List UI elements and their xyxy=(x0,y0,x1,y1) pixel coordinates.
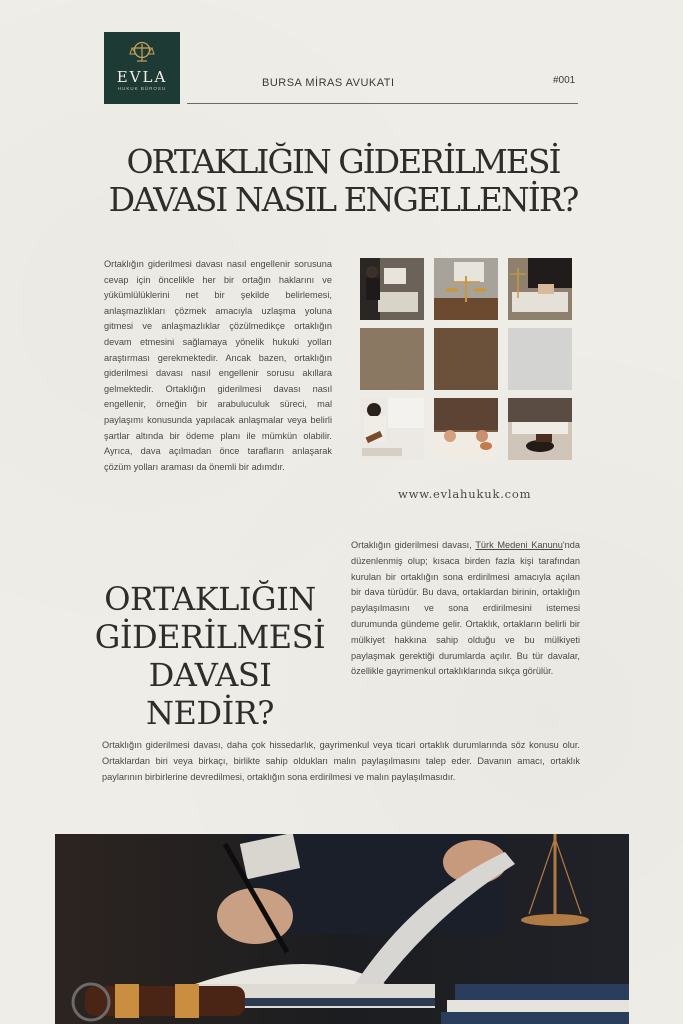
color-swatch-3 xyxy=(508,328,572,390)
gavel-book-photo xyxy=(508,398,572,460)
signing-documents-photo xyxy=(508,258,572,320)
section-paragraph xyxy=(351,538,580,680)
brand-logo[interactable] xyxy=(104,32,180,104)
color-swatch-2 xyxy=(434,328,498,390)
section-title-line2: GİDERİLMESİ xyxy=(94,618,326,656)
page-title-line2: DAVASI NASIL ENGELLENİR? xyxy=(108,180,578,219)
website-link[interactable]: www.evlahukuk.com xyxy=(398,487,532,501)
section-title-line1: ORTAKLIĞIN xyxy=(104,580,316,618)
gavel-woman-photo xyxy=(360,398,424,460)
color-swatch-1 xyxy=(360,328,424,390)
scales-of-justice-icon xyxy=(127,41,157,67)
meeting-hands-photo xyxy=(434,398,498,460)
header-center-text: BURSA MİRAS AVUKATI xyxy=(262,77,395,89)
section-paragraph-rest: 'nda düzenlenmiş olup; kısaca birden fazla kişi tarafından kurulan bir ortaklığın sona erdirilmesi amacıyla açılan bir dava türüdür. Bu dava, ortaklardan birinin, ortaklığın paylaşılmasını ve sona erdirilmesini istemesi durumunda gündeme gelir. Ortaklık, ortakların belirli bir mülkiyet hakkına sahip olduğu ve bu mülkiyeti paylaşmak gerektiği durumlarda açılır. Bu tür davalar, özellikle gayrimenkul ortaklıklarında sıkça görülür. xyxy=(351,540,580,677)
section-title-line3: DAVASI NEDİR? xyxy=(146,656,274,732)
page-title xyxy=(100,143,586,219)
section-title xyxy=(80,580,340,732)
bottom-paragraph: Ortaklığın giderilmesi davası, daha çok hissedarlık, gayrimenkul veya ticari ortaklık durumlarında söz konusu olur. Ortaklardan biri veya birkaçı, birlikte sahip oldukları malın paylaşılmasını talep eder. Davanın amacı, ortaklık paylarının birbirlerine devredilmesi, ortaklığın sona erdirilmesi ve malın paylaşılmasıdır. xyxy=(102,740,580,782)
intro-paragraph: Ortaklığın giderilmesi davası nasıl engellenir sorusuna cevap için öncelikle her bir ortağın haklarını ve yükümlülüklerini net bir şekilde belirlemesi, anlaşmazlıkları çözmek amacıyla uzlaşma yoluna gitmesi ve anlaşmazlıklar çözülmedikçe ortaklığın devam etmesini sağlamaya yönelik hukuki yolları araştırması gerekmektedir. Ancak bazen, ortaklığın giderilmesi davası nasıl engellenir sorusu akıllara gelmektedir. Ortaklığın giderilmesi davası nasıl engellenir, örneğin bir arabuluculuk süreci, mal paylaşımı konusunda yapılacak anlaşmalar veya belirli şartlar altında bir ödeme planı ile mümkün olabilir. Ayrıca, dava açılmadan önce tarafların anlaşarak çözüm yolları araması da önemli bir adımdır. xyxy=(104,259,332,472)
page-title-line1: ORTAKLIĞIN GİDERİLMESİ xyxy=(126,142,560,181)
lawyer-desk-photo xyxy=(360,258,424,320)
header-page-number: #001 xyxy=(553,75,576,86)
logo-name: EVLA xyxy=(116,68,168,86)
header-divider xyxy=(187,103,578,104)
scales-desk-photo xyxy=(434,258,498,320)
logo-subtitle: HUKUK BÜROSU xyxy=(117,86,167,91)
civil-code-link[interactable]: Türk Medeni Kanunu xyxy=(475,540,563,550)
section-paragraph-start: Ortaklığın giderilmesi davası, xyxy=(351,540,476,550)
lawyer-signing-documents-with-gavel-and-scales-photo xyxy=(55,834,629,1024)
